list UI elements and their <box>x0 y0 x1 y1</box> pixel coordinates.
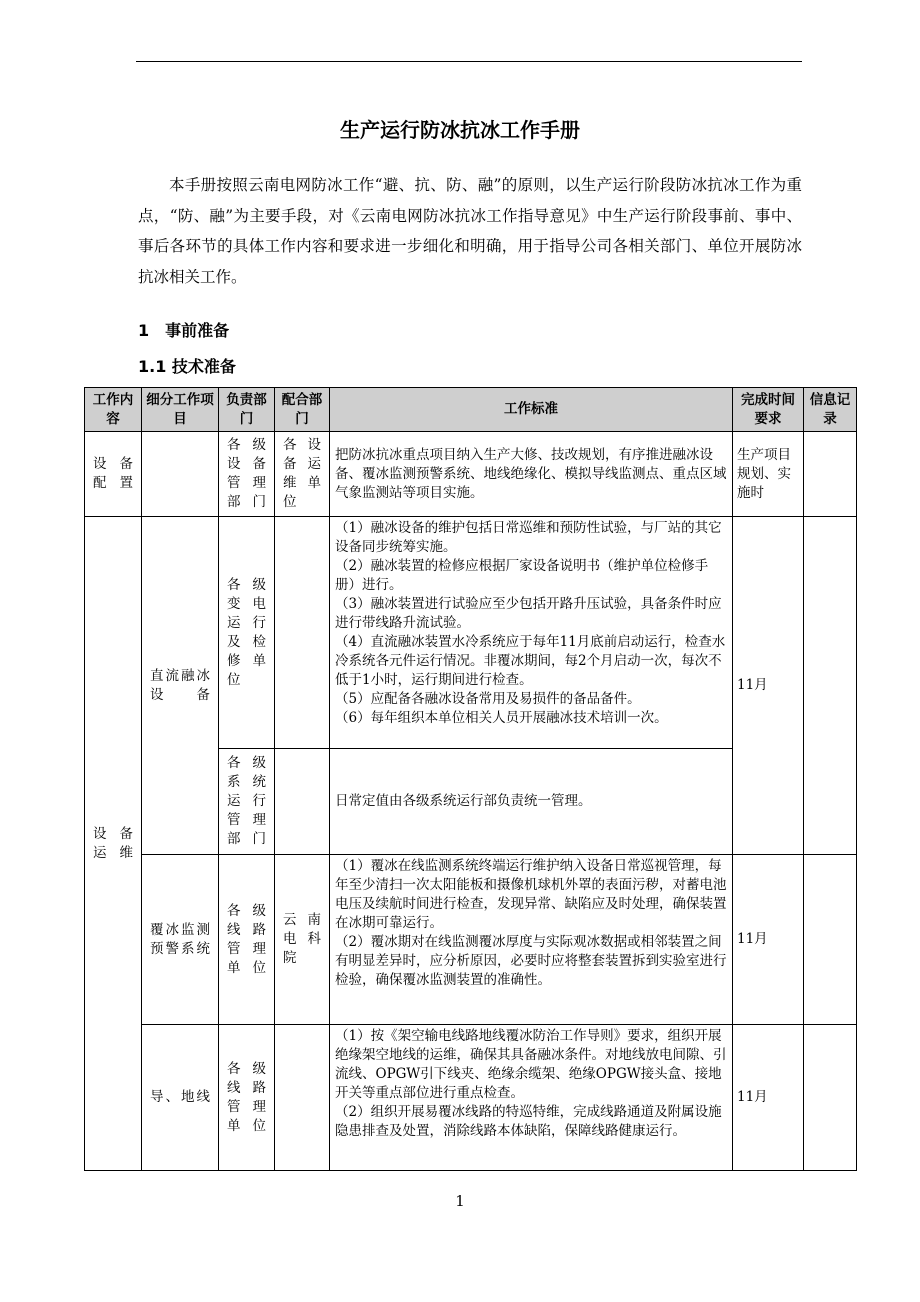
cell-work-content: 设备运维 <box>85 517 142 1171</box>
header-info-record: 信息记录 <box>804 388 857 432</box>
cell-info-record <box>804 1025 857 1171</box>
cell-cooperating-dept <box>275 749 330 855</box>
cell-completion-time: 11月 <box>733 1025 804 1171</box>
cell-cooperating-dept: 各设备运维单位 <box>275 432 330 517</box>
intro-text: 本手册按照云南电网防冰工作“避、抗、防、融”的原则，以生产运行阶段防冰抗冰工作为重点，“防、融”为主要手段，对《云南电网防冰抗冰工作指导意见》中生产运行阶段事前、事中、事后各环节的具体工作内容和要求进一步细化和明确，用于指导公司各相关部门、单位开展防冰抗冰相关工作。 <box>138 176 802 286</box>
page-number: 1 <box>455 1192 465 1210</box>
table-row <box>85 855 857 1025</box>
cell-responsible-dept: 各级变电运行及检修单位 <box>219 517 275 749</box>
header-rule <box>136 61 802 62</box>
cell-info-record <box>804 432 857 517</box>
table-header-row <box>85 388 857 432</box>
cell-info-record <box>804 855 857 1025</box>
header-cooperating-dept: 配合部门 <box>275 388 330 432</box>
cell-cooperating-dept <box>275 517 330 749</box>
cell-responsible-dept: 各级系统运行管理部门 <box>219 749 275 855</box>
cell-cooperating-dept: 云南电科院 <box>275 855 330 1025</box>
cell-completion-time: 11月 <box>733 517 804 855</box>
cell-work-standard: （1）融冰设备的维护包括日常巡维和预防性试验，与厂站的其它设备同步统筹实施。 （2）融冰装置的检修应根据厂家设备说明书（维护单位检修手册）进行。 （3）融冰装置进行试验应至少包括开路升压试验，具备条件时应进行带线路升流试验。 （4）直流融冰装置水冷系统应于每年11月底前启动运行，检查水冷系统各元件运行情况。非覆冰期间，每2个月启动一次，每次不低于1小时，运行期间进行检查。 （5）应配备各融冰设备常用及易损件的备品备件。 （6）每年组织本单位相关人员开展融冰技术培训一次。 <box>330 517 733 749</box>
cell-cooperating-dept <box>275 1025 330 1171</box>
cell-completion-time: 11月 <box>733 855 804 1025</box>
section-heading-1-1: 1.1 技术准备 <box>138 357 236 376</box>
header-work-content: 工作内容 <box>85 388 142 432</box>
cell-responsible-dept: 各级线路管理单位 <box>219 1025 275 1171</box>
cell-sub-item: 直流融冰设备 <box>142 517 219 855</box>
cell-work-standard: 日常定值由各级系统运行部负责统一管理。 <box>330 749 733 855</box>
table-row <box>85 432 857 517</box>
cell-responsible-dept: 各级线路管理单位 <box>219 855 275 1025</box>
cell-work-standard: 把防冰抗冰重点项目纳入生产大修、技改规划，有序推进融冰设备、覆冰监测预警系统、地线绝缘化、模拟导线监测点、重点区域气象监测站等项目实施。 <box>330 432 733 517</box>
cell-info-record <box>804 517 857 855</box>
cell-work-content: 设备配置 <box>85 432 142 517</box>
header-work-standard: 工作标准 <box>330 388 733 432</box>
cell-sub-item <box>142 432 219 517</box>
table-row <box>85 1025 857 1171</box>
header-responsible-dept: 负责部门 <box>219 388 275 432</box>
table-row <box>85 517 857 749</box>
cell-sub-item: 导、地线 <box>142 1025 219 1171</box>
cell-work-standard: （1）覆冰在线监测系统终端运行维护纳入设备日常巡视管理，每年至少清扫一次太阳能板和摄像机球机外罩的表面污秽，对蓄电池电压及续航时间进行检查，发现异常、缺陷应及时处理，确保装置在冰期可靠运行。 （2）覆冰期对在线监测覆冰厚度与实际观冰数据或相邻装置之间有明显差异时，应分析原因，必要时应将整套装置拆到实验室进行检验，确保覆冰监测装置的准确性。 <box>330 855 733 1025</box>
header-completion-time: 完成时间要求 <box>733 388 804 432</box>
intro-paragraph <box>138 170 802 292</box>
cell-work-standard: （1）按《架空输电线路地线覆冰防治工作导则》要求，组织开展绝缘架空地线的运维，确保其具备融冰条件。对地线放电间隙、引流线、OPGW引下线夹、绝缘余缆架、绝缘OPGW接头盒、接地开关等重点部位进行重点检查。 （2）组织开展易覆冰线路的特巡特维，完成线路通道及附属设施隐患排查及处置，消除线路本体缺陷，保障线路健康运行。 <box>330 1025 733 1171</box>
technical-prep-table <box>84 387 857 1171</box>
cell-completion-time: 生产项目规划、实施时 <box>733 432 804 517</box>
document-title: 生产运行防冰抗冰工作手册 <box>340 118 580 142</box>
cell-responsible-dept: 各级设备管理部门 <box>219 432 275 517</box>
section-heading-1: 1 事前准备 <box>138 321 230 340</box>
cell-sub-item: 覆冰监测预警系统 <box>142 855 219 1025</box>
header-sub-item: 细分工作项目 <box>142 388 219 432</box>
